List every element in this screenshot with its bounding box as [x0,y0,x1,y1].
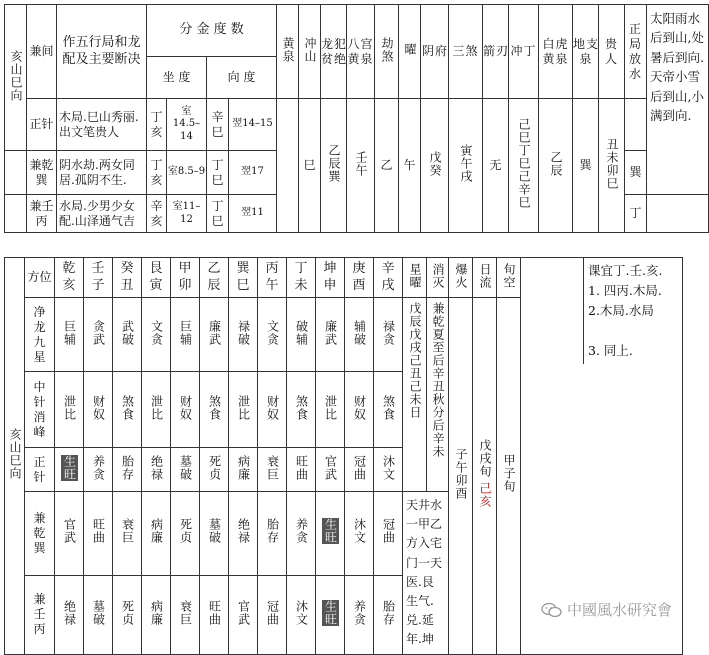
jinglong-4: 巨辅 [171,298,200,372]
jinglong-3: 文贪 [142,298,171,372]
note-1: 1. 四丙.木局. [588,283,662,298]
qianxun-7: 胎存 [258,492,287,576]
row-desc-1: 阴水劫.两女同居.孤阴不生. [57,151,147,195]
zhengzhen-label: 正针 [25,448,55,492]
qianxun-0: 官武 [55,492,84,576]
qianxun-3: 病廉 [142,492,171,576]
h-fangwei: 方位 [25,258,55,298]
watermark-text: 中國風水研究會 [566,601,672,619]
dir-3: 艮寅 [142,258,171,298]
dir-4: 甲卯 [171,258,200,298]
m-fangshui-2: 丁 [625,195,647,233]
zuo-du-2: 室11–12 [167,195,207,233]
h-col-8: 箭刃 [483,5,509,99]
h-col-11: 地支泉 [573,5,599,99]
riliu-cell: 戊戌旬己亥 [473,298,497,655]
h-xingyao: 星曜 [403,258,427,298]
note-head: 课宜丁.壬.亥. [588,263,663,278]
renbing-7: 冠曲 [258,575,287,654]
jinglong-9: 廉武 [316,298,345,372]
row-label-2: 兼壬丙 [27,195,57,233]
bottom-table [4,257,683,655]
qianxun-10: 沐文 [345,492,374,576]
xiang-gz-2: 丁巳 [207,195,229,233]
xiang-du-0: 翌14–15 [229,99,277,151]
m-huangquan [277,99,299,233]
h-col-1: 冲山 [299,5,321,99]
h-xunkong: 旬空 [497,258,521,298]
m-jiesha: 乙 [375,99,399,233]
renbing-6: 官武 [229,575,258,654]
dir-6: 巽巳 [229,258,258,298]
dir-5: 乙辰 [200,258,229,298]
h-fenjin: 分 金 度 数 [147,5,277,57]
renbing-1: 墓破 [84,575,113,654]
note-2: 2.木局.水局 [588,303,654,318]
note-sun: 太阳雨水后到山,处暑后到向.天帝小雪后到山,小满到向. [647,5,709,195]
xiaofeng-3: 泄比 [142,372,171,448]
note-3: 3. 同上. [588,343,633,358]
m-baihu: 乙辰 [539,99,573,233]
row-desc-2: 水局.少男少女配.山泽通气吉 [57,195,147,233]
top-table [4,4,709,233]
jinglong-10: 辅破 [345,298,374,372]
zuo-gz-0: 丁亥 [147,99,167,151]
jinglong-label: 净龙九星 [25,298,55,372]
h-col-10: 白虎黄泉 [539,5,573,99]
renbing-4: 衰巨 [171,575,200,654]
xunkong-cell: 甲子旬 [497,298,521,655]
qianxun-8: 养贪 [287,492,316,576]
qianxun-1: 旺曲 [84,492,113,576]
zhengzhen-7: 衰巨 [258,448,287,492]
m-bagong: 壬午 [347,99,375,233]
xiang-du-1: 翌17 [229,151,277,195]
dir-8: 丁未 [287,258,316,298]
dir-9: 坤申 [316,258,345,298]
h-xiangdu: 向 度 [207,57,277,99]
m-yao: 午 [399,99,421,233]
notes-block [521,258,683,655]
zhengzhen-9: 官武 [316,448,345,492]
zhengzhen-10: 冠曲 [345,448,374,492]
qianxun-label: 兼乾巽 [25,492,55,576]
zuo-gz-2: 辛亥 [147,195,167,233]
xiaofeng-6: 泄比 [229,372,258,448]
xiaofeng-11: 煞食 [374,372,403,448]
h-col-9: 冲丁 [509,5,539,99]
h-col-0: 黄泉 [277,5,299,99]
xiang-gz-0: 辛巳 [207,99,229,151]
dir-0: 乾亥 [55,258,84,298]
h-col-3: 八宫黄泉 [347,5,375,99]
xiaofeng-1: 财奴 [84,372,113,448]
h-col-2: 龙犯贫绝 [321,5,347,99]
renbing-8: 沐文 [287,575,316,654]
jinglong-7: 文贪 [258,298,287,372]
zhengzhen-8: 旺曲 [287,448,316,492]
row-label-1: 兼乾巽 [27,151,57,195]
side-note: 天井水一甲乙方入宅门一天医.艮生气.兑.延年.坤 [403,492,449,655]
dir-1: 壬子 [84,258,113,298]
jinglong-8: 破辅 [287,298,316,372]
jinglong-0: 巨辅 [55,298,84,372]
h-riliu: 日流 [473,258,497,298]
xiaofeng-5: 煞食 [200,372,229,448]
h-xiaomie: 消灭 [427,258,449,298]
h-baohuo: 爆火 [449,258,473,298]
dir-10: 庚酉 [345,258,374,298]
h-col-12: 贵人 [599,5,625,99]
xiaofeng-7: 财奴 [258,372,287,448]
zhengzhen-0: 生旺 [55,448,84,492]
h-col-6: 阴府 [421,5,449,99]
qianxun-6: 绝禄 [229,492,258,576]
xiaofeng-9: 泄比 [316,372,345,448]
dir-11: 辛戌 [374,258,403,298]
m-longfan: 乙辰巽 [321,99,347,233]
renbing-0: 绝禄 [55,575,84,654]
xiaofeng-8: 煞食 [287,372,316,448]
m-yinfu: 戊癸 [421,99,449,233]
jinglong-1: 贪武 [84,298,113,372]
renbing-10: 养贪 [345,575,374,654]
dir-7: 丙午 [258,258,287,298]
jinglong-6: 禄破 [229,298,258,372]
renbing-9: 生旺 [316,575,345,654]
m-fangshui-1: 巽 [625,151,647,195]
zhengzhen-1: 养贪 [84,448,113,492]
side-cont [5,151,27,195]
h-col-7: 三煞 [449,5,483,99]
h-col-13: 正局放水 [625,5,647,99]
h-col-4: 劫煞 [375,5,399,99]
note-cont [647,195,709,233]
m-guiren: 丑未卯巳 [599,99,625,233]
zhengzhen-11: 沐文 [374,448,403,492]
jinglong-5: 廉武 [200,298,229,372]
xingyao-cell: 戊辰戊戌己丑己未日 [403,298,427,492]
m-dizhi: 巽 [573,99,599,233]
xiang-gz-1: 丁巳 [207,151,229,195]
jinglong-11: 禄贪 [374,298,403,372]
xiaofeng-label: 中针消峰 [25,372,55,448]
zuo-du-0: 室 14.5–14 [167,99,207,151]
h-zuodu: 坐 度 [147,57,207,99]
h-fenjian: 兼间 [27,5,57,99]
renbing-3: 病廉 [142,575,171,654]
dir-2: 癸丑 [113,258,142,298]
xiaofeng-2: 煞食 [113,372,142,448]
m-sansha: 寅午戌 [449,99,483,233]
qianxun-2: 衰巨 [113,492,142,576]
qianxun-4: 死贞 [171,492,200,576]
side-label: 亥山巳向 [5,5,27,151]
h-col-5: 曜 [399,5,421,99]
xiaofeng-0: 泄比 [55,372,84,448]
m-chongshan: 巳 [299,99,321,233]
side-cont-2 [5,195,27,233]
row-desc-0: 木局.巳山秀丽.出文笔贵人 [57,99,147,151]
zhengzhen-3: 绝禄 [142,448,171,492]
wechat-icon [541,602,563,618]
qianxun-9: 生旺 [316,492,345,576]
t2-side-label: 亥山巳向 [5,258,25,655]
zhengzhen-4: 墓破 [171,448,200,492]
xiaofeng-10: 财奴 [345,372,374,448]
xiang-du-2: 翌11 [229,195,277,233]
zuo-gz-1: 丁亥 [147,151,167,195]
zhengzhen-2: 胎存 [113,448,142,492]
watermark [541,599,672,620]
row-label-0: 正针 [27,99,57,151]
qianxun-11: 冠曲 [374,492,403,576]
renbing-2: 死贞 [113,575,142,654]
baohuo-cell: 子午卯酉 [449,298,473,655]
m-chongding: 己巳丁巳己辛巳 [509,99,539,233]
renbing-label: 兼壬丙 [25,575,55,654]
renbing-11: 胎存 [374,575,403,654]
qianxun-5: 墓破 [200,492,229,576]
xiaomie-cell: 兼乾夏至后辛丑秋分后辛未 [427,298,449,492]
jinglong-2: 武破 [113,298,142,372]
renbing-5: 旺曲 [200,575,229,654]
zhengzhen-6: 病廉 [229,448,258,492]
zhengzhen-5: 死贞 [200,448,229,492]
m-jianren: 无 [483,99,509,233]
xiaofeng-4: 财奴 [171,372,200,448]
zuo-du-1: 室8.5–9 [167,151,207,195]
h-desc: 作五行局和龙配及主要断决 [57,5,147,99]
m-fangshui-0 [625,99,647,151]
